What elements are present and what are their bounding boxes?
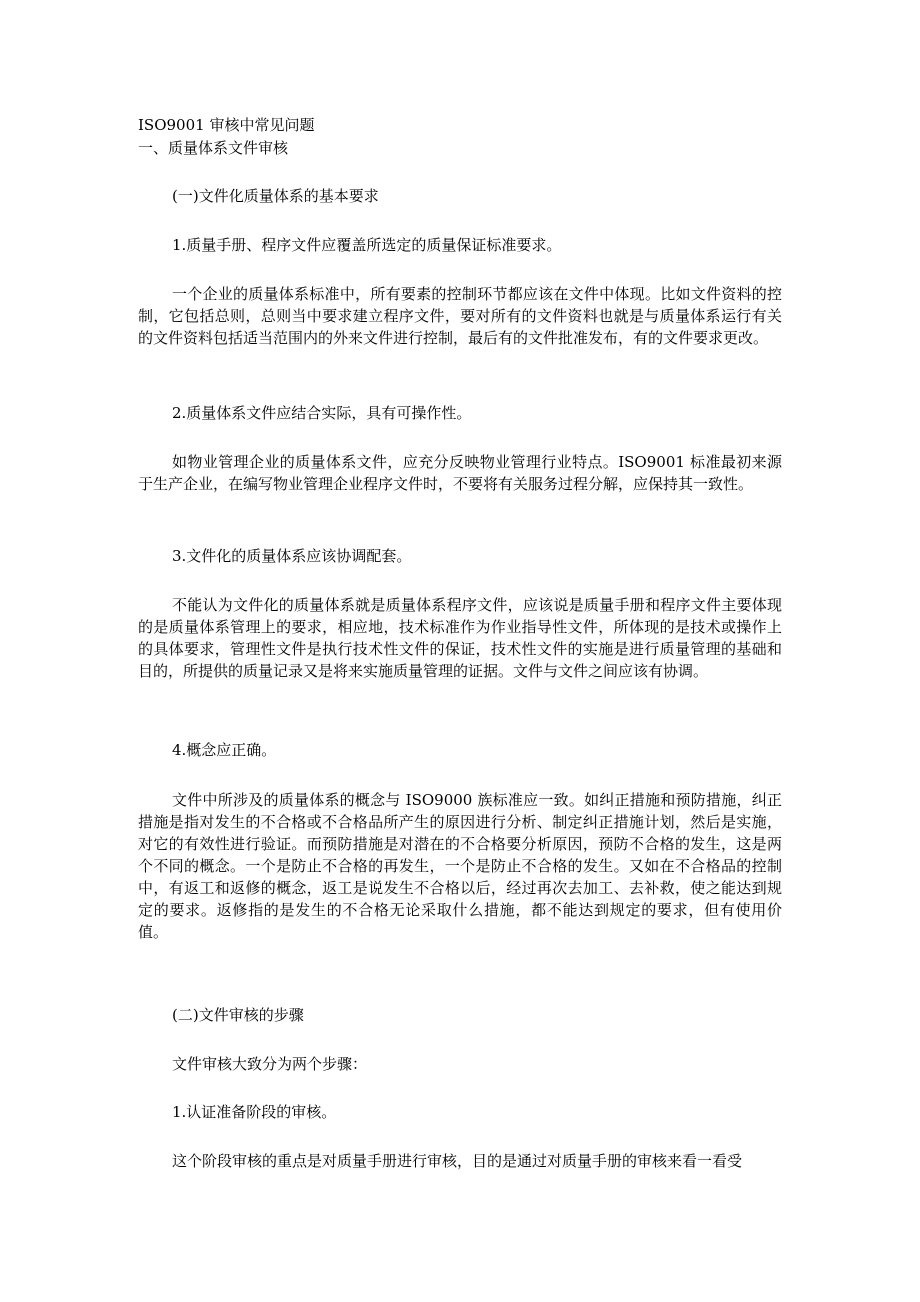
paragraph: 文件中所涉及的质量体系的概念与 ISO9000 族标准应一致。如纠正措施和预防措施，纠正措施是指对发生的不合格或不合格品所产生的原因进行分析、制定纠正措施计划，然后是实施，对它的有效性进行验证。而预防措施是对潜在的不合格要分析原因，预防不合格的发生，这是两个不同的概念。一个是防止不合格的再发生，一个是防止不合格的发生。又如在不合格品的控制中，有返工和返修的概念，返工是说发生不合格以后，经过再次去加工、去补救，使之能达到规定的要求。返修指的是发生的不合格无论采取什么措施，都不能达到规定的要求，但有使用价值。	[138, 791, 782, 941]
paragraph: 如物业管理企业的质量体系文件，应充分反映物业管理行业特点。ISO9001 标准最初来源于生产企业，在编写物业管理企业程序文件时，不要将有关服务过程分解，应保持其一致性。	[138, 453, 782, 493]
steps-intro: 文件审核大致分为两个步骤：	[172, 1055, 368, 1073]
item-heading: 1.认证准备阶段的审核。	[172, 1103, 337, 1121]
subsection-heading: (一)文件化质量体系的基本要求	[172, 187, 379, 205]
item-heading: 3.文件化的质量体系应该协调配套。	[172, 547, 412, 565]
item-heading: 4.概念应正确。	[172, 741, 277, 759]
section-heading: 一、质量体系文件审核	[138, 139, 289, 157]
document-title: ISO9001 审核中常见问题	[138, 116, 315, 134]
item-heading: 2.质量体系文件应结合实际，具有可操作性。	[172, 404, 472, 422]
subsection-heading: (二)文件审核的步骤	[172, 1006, 304, 1024]
paragraph: 不能认为文件化的质量体系就是质量体系程序文件，应该说是质量手册和程序文件主要体现的是质量体系管理上的要求，相应地，技术标准作为作业指导性文件，所体现的是技术或操作上的具体要求，管理性文件是执行技术性文件的保证，技术性文件的实施是进行质量管理的基础和目的，所提供的质量记录又是将来实施质量管理的证据。文件与文件之间应该有协调。	[138, 596, 782, 680]
paragraph: 一个企业的质量体系标准中，所有要素的控制环节都应该在文件中体现。比如文件资料的控制，它包括总则，总则当中要求建立程序文件，要对所有的文件资料也就是与质量体系运行有关的文件资料包括适当范围内的外来文件进行控制，最后有的文件批准发布，有的文件要求更改。	[138, 285, 782, 347]
item-heading: 1.质量手册、程序文件应覆盖所选定的质量保证标准要求。	[172, 236, 562, 254]
paragraph: 这个阶段审核的重点是对质量手册进行审核，目的是通过对质量手册的审核来看一看受	[172, 1152, 743, 1170]
